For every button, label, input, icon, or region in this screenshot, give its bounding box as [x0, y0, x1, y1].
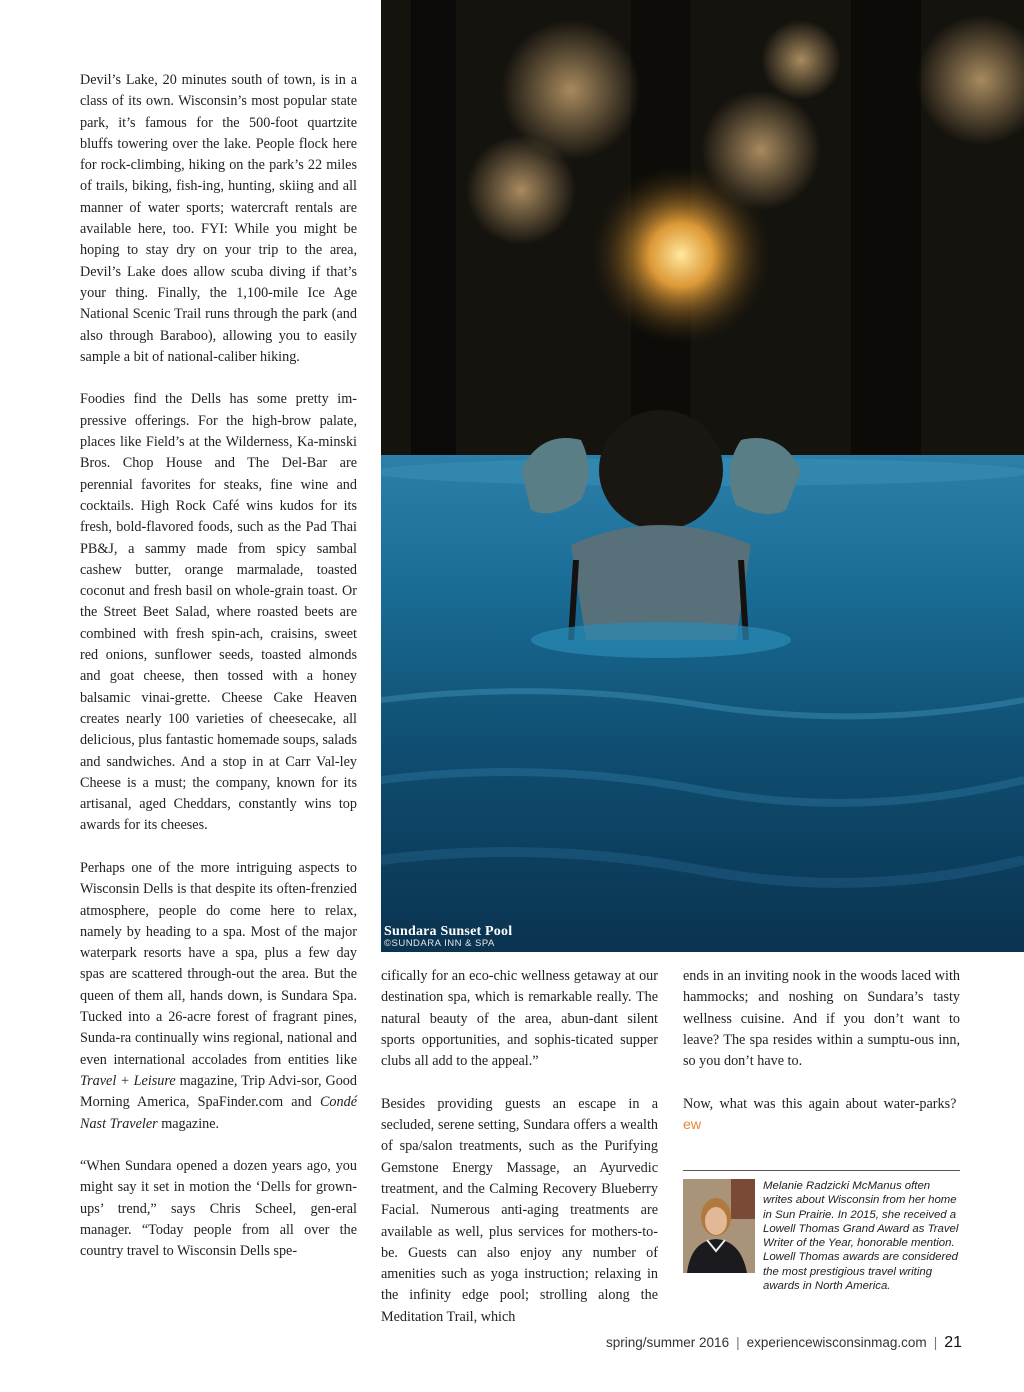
end-mark: ew: [683, 1117, 702, 1134]
paragraph-quote-start: “When Sundara opened a dozen years ago, you might say it set in motion the ‘Dells for grown-ups’ trend,” says Chris Scheel, gen-eral manager. “Today people from all over the country travel to Wisconsin Dells spe-: [80, 1158, 357, 1260]
article-column-3: [683, 966, 960, 1158]
footer-site: experiencewisconsinmag.com: [746, 1335, 927, 1350]
author-bio: Melanie Radzicki McManus often writes about Wisconsin from her home in Sun Prairie. In 2015, she received a Lowell Thomas Grand Award as Travel Writer of the Year, honorable mention. Lowell Thomas awards are considered the most prestigious travel writing awards in North America.: [763, 1180, 959, 1293]
paragraph-inn: ends in an inviting nook in the woods laced with hammocks; and noshing on Sundara’s tasty wellness cuisine. And if you don’t want to leave? The spa resides within a sumptu-ous inn, so you don’t have to.: [683, 968, 960, 1070]
photo-credit: ©SUNDARA INN & SPA: [384, 938, 495, 949]
photo-illustration: [381, 0, 1024, 952]
page-footer: [606, 1334, 962, 1352]
footer-separator: |: [933, 1335, 938, 1350]
footer-issue: spring/summer 2016: [606, 1335, 730, 1350]
author-photo: [683, 1179, 755, 1273]
bio-divider: [683, 1170, 960, 1171]
page-number: 21: [944, 1334, 962, 1351]
magazine-name-conde-nast: Condé Nast Traveler: [80, 1094, 357, 1132]
paragraph-devils-lake: Devil’s Lake, 20 minutes south of town, is in a class of its own. Wisconsin’s most popular state park, it’s famous for the 500-foot quartzite bluffs towering over the lake. People flock here for rock-climbing, hiking on the park’s 22 miles of trails, biking, fish-ing, hunting, skiing and all manner of water sports; watercraft rentals are available here, too. FYI: While you might be hoping to stay dry on your trip to the area, Devil’s Lake does allow scuba diving if that’s your thing. Finally, the 1,100-mile Ice Age National Scenic Trail runs through the park (and also through Baraboo), allowing you to easily sample a bit of national-caliber hiking.: [80, 72, 357, 365]
magazine-name-travel-leisure: Travel + Leisure: [80, 1072, 176, 1089]
article-column-2: [381, 966, 658, 1349]
paragraph-foodies: Foodies find the Dells has some pretty im-pressive offerings. For the high-brow palate, places like Field’s at the Wilderness, Ka-minski Bros. Chop House and The Del-Bar are perennial favorites for steaks, fine wine and cocktails. High Rock Café wins kudos for its fresh, bold-flavored foods, such as the Pad Thai PB&J, a sammy made from spicy sambal cashew butter, orange marmalade, toasted coconut and fresh basil on whole-grain toast. Or the Street Beet Salad, where roasted beets are combined with fresh spin-ach, craisins, sweet red onions, sunflower seeds, toasted almonds and goat cheese, then tossed with a honey balsamic vinai-grette. Cheese Cake Heaven creates nearly 100 varieties of cheesecake, all delicious, plus fantastic homemade soups, salads and sandwiches. And a stop in at Carr Val-ley Cheese is a must; the company, known for its artisanal, aged Cheddars, constantly wins top awards for its cheeses.: [80, 391, 357, 834]
paragraph-closing: Now, what was this again about water-parks? ew: [683, 1095, 957, 1134]
photo-caption-title: Sundara Sunset Pool: [384, 924, 513, 939]
author-portrait: [683, 1179, 755, 1273]
article-column-1: [80, 70, 357, 1284]
paragraph-spa-treatments: Besides providing guests an escape in a secluded, serene setting, Sundara offers a wealth of spa/salon treatments, such as the Purifying Gemstone Energy Massage, an Ayurvedic treatment, and the Calming Recovery Blueberry Facial. Numerous anti-aging treatments are available as well, plus services for mothers-to-be. Guests can also enjoy any number of amenities such as yoga instruction; relaxing in the infinity edge pool; strolling along the Meditation Trail, which: [381, 1095, 658, 1325]
footer-separator: |: [736, 1335, 740, 1350]
sunset-pool-photo: [381, 0, 1024, 952]
paragraph-quote-end: cifically for an eco-chic wellness getaway at our destination spa, which is remarkable really. The natural beauty of the area, abun-dant silent sports opportunities, and sophis-ticated supper clubs all add to the appeal.”: [381, 968, 658, 1070]
paragraph-spa-intro: Perhaps one of the more intriguing aspects to Wisconsin Dells is that despite its often-frenzied atmosphere, people do come here to relax, namely by heading to a spa. Most of the major waterpark resorts have a spa, plus a few day spas are scattered through-out the area. But the queen of them all, hands down, is Sundara Spa. Tucked into a 26-acre forest of fragrant pines, Sunda-ra continually wins regional, national and even international accolades from entities like Travel + Leisure magazine, Trip Advi-sor, Good Morning America, SpaFinder.com and Condé Nast Traveler magazine.: [80, 859, 357, 1132]
